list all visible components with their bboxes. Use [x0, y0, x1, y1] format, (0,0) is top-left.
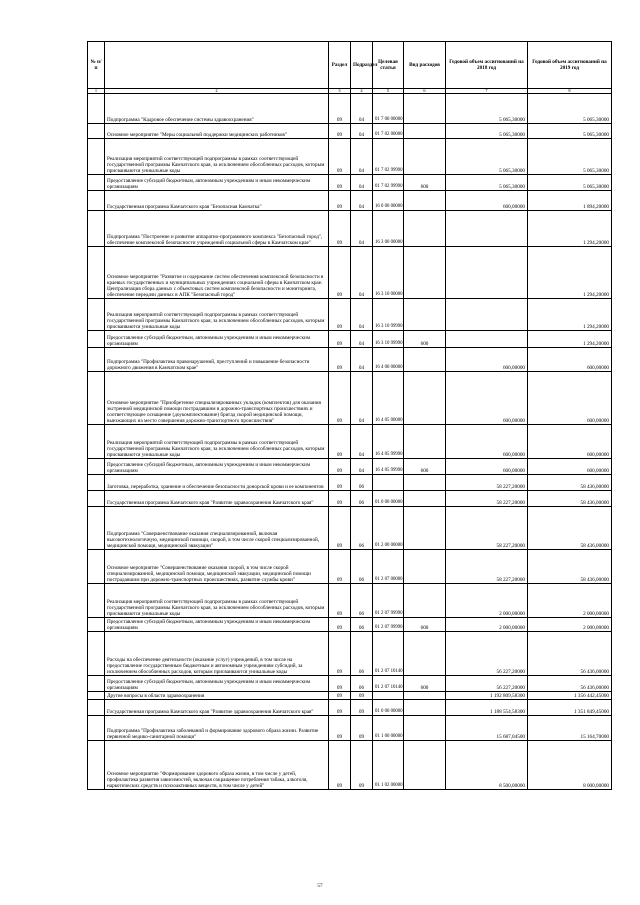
- row-podrazdel: 04: [351, 372, 373, 425]
- row-sum-2019: 600,00000: [528, 372, 612, 425]
- row-sum-2018: [446, 247, 528, 299]
- row-podrazdel: 04: [351, 299, 373, 331]
- row-num: [88, 459, 105, 475]
- table-row: [88, 618, 612, 632]
- row-podrazdel: 06: [351, 632, 373, 676]
- row-sum-2019: 600,00000: [528, 425, 612, 459]
- row-name: Основное мероприятие "Приобретение специализированных укладок (комплектов) для оказания экстренной медицинской помощи пострадавшим в дорожно-транспортных происшествиях и соответствующее оснащение (доукомплектование) бригад скорой медицинской помощи, выезжающих на место совершения дорожно-транспортного происшествия": [105, 372, 329, 425]
- header-podrazdel: Подраздел: [351, 42, 373, 89]
- row-name: Предоставление субсидий бюджетным, автономным учреждениям и иным некоммерческим организациям: [105, 331, 329, 348]
- row-podrazdel: 04: [351, 247, 373, 299]
- row-num: [88, 425, 105, 459]
- header-sum-2019: Годовой объем ассигнований на 2019 год: [528, 42, 612, 89]
- row-sum-2019: 600,00000: [528, 459, 612, 475]
- row-razdel: 09: [329, 507, 351, 550]
- row-target: [373, 692, 404, 700]
- budget-table-sheet: [87, 41, 611, 790]
- row-vid: [404, 191, 446, 211]
- row-sum-2018: [446, 211, 528, 247]
- row-podrazdel: 04: [351, 191, 373, 211]
- row-target: 01 7 02 00000: [373, 124, 404, 139]
- row-vid: 600: [404, 331, 446, 348]
- row-sum-2018: [446, 299, 528, 331]
- row-target: 01 2 07 10140: [373, 676, 404, 692]
- table-row: [88, 331, 612, 348]
- table-row: [88, 299, 612, 331]
- row-sum-2018: 58 227,20000: [446, 550, 528, 584]
- row-sum-2019: 5 065,30000: [528, 124, 612, 139]
- row-target: 01 1 02 00000: [373, 741, 404, 790]
- table-row: [88, 700, 612, 716]
- table-row: [88, 507, 612, 550]
- header-sum-2018: Годовой объем ассигнований на 2018 год: [446, 42, 528, 89]
- row-sum-2019: 56 436,00000: [528, 632, 612, 676]
- row-name: Подпрограмма "Профилактика правонарушений, преступлений и повышение безопасности дорожного движения в Камчатском крае": [105, 348, 329, 372]
- header-row: [88, 42, 612, 89]
- row-target: 01 2 07 99990: [373, 584, 404, 618]
- row-razdel: 09: [329, 741, 351, 790]
- row-target: 01 0 00 00000: [373, 700, 404, 716]
- row-num: [88, 211, 105, 247]
- row-podrazdel: 04: [351, 331, 373, 348]
- header-target: Целевая статья: [373, 42, 404, 89]
- row-num: [88, 124, 105, 139]
- row-num: [88, 716, 105, 741]
- row-name: Предоставление субсидий бюджетным, автономным учреждениям и иным некоммерческим организациям: [105, 676, 329, 692]
- row-target: 01 7 00 00000: [373, 94, 404, 124]
- table-row: [88, 716, 612, 741]
- table-row: [88, 372, 612, 425]
- row-target: 16 3 10 99990: [373, 299, 404, 331]
- row-sum-2019: 1 294,20000: [528, 331, 612, 348]
- row-sum-2018: 58 227,20000: [446, 491, 528, 507]
- row-sum-2018: 8 500,00000: [446, 741, 528, 790]
- row-name: Другие вопросы в области здравоохранения: [105, 692, 329, 700]
- row-target: 01 7 02 99990: [373, 175, 404, 191]
- row-podrazdel: 09: [351, 692, 373, 700]
- row-vid: 600: [404, 459, 446, 475]
- row-sum-2018: 5 065,30000: [446, 124, 528, 139]
- row-podrazdel: 06: [351, 550, 373, 584]
- row-target: 01 2 07 99990: [373, 618, 404, 632]
- table-row: [88, 584, 612, 618]
- row-num: [88, 741, 105, 790]
- table-body: [88, 94, 612, 790]
- row-podrazdel: 09: [351, 716, 373, 741]
- table-row: [88, 139, 612, 175]
- row-name: Реализация мероприятий соответствующей подпрограммы в рамках соответствующей государственной программы Камчатского края, за исключением обособленных расходов, которым присваиваются уникальные коды: [105, 139, 329, 175]
- row-num: [88, 191, 105, 211]
- row-target: 01 2 00 00000: [373, 507, 404, 550]
- row-name: Предоставление субсидий бюджетным, автономным учреждениям и иным некоммерческим организациям: [105, 618, 329, 632]
- table-row: [88, 676, 612, 692]
- row-num: [88, 584, 105, 618]
- row-name: Подпрограмма "Кадровое обеспечение системы здравоохранения": [105, 94, 329, 124]
- row-vid: 600: [404, 676, 446, 692]
- row-sum-2018: 58 227,20000: [446, 507, 528, 550]
- row-podrazdel: 06: [351, 584, 373, 618]
- row-razdel: 09: [329, 632, 351, 676]
- row-vid: [404, 491, 446, 507]
- table-row: [88, 348, 612, 372]
- row-num: [88, 507, 105, 550]
- row-target: 16 0 00 00000: [373, 191, 404, 211]
- row-razdel: 09: [329, 372, 351, 425]
- row-sum-2019: 5 065,30000: [528, 175, 612, 191]
- row-target: 16 4 05 00000: [373, 372, 404, 425]
- row-razdel: 09: [329, 459, 351, 475]
- row-razdel: 09: [329, 348, 351, 372]
- row-sum-2019: 2 000,00000: [528, 618, 612, 632]
- row-sum-2019: 5 065,30000: [528, 94, 612, 124]
- header-num: № п/п: [88, 42, 105, 89]
- row-sum-2019: 8 000,00000: [528, 741, 612, 790]
- header-razdel: Раздел: [329, 42, 351, 89]
- row-target: 01 1 00 00000: [373, 716, 404, 741]
- row-sum-2018: 5 065,30000: [446, 94, 528, 124]
- row-name: Основное мероприятие "Формирование здорового образа жизни, в том числе у детей, профилактика развития зависимостей, включая сокращение потребления табака, алкоголя, наркотических средств и психоактивных веществ, в том числе у детей": [105, 741, 329, 790]
- row-target: 16 4 00 00000: [373, 348, 404, 372]
- row-razdel: 09: [329, 491, 351, 507]
- row-podrazdel: 04: [351, 124, 373, 139]
- row-sum-2018: 1 192 809,58300: [446, 692, 528, 700]
- row-target: 16 3 10 99990: [373, 331, 404, 348]
- row-sum-2019: 56 436,00000: [528, 676, 612, 692]
- row-razdel: 09: [329, 211, 351, 247]
- table-row: [88, 425, 612, 459]
- row-razdel: 09: [329, 584, 351, 618]
- row-razdel: 09: [329, 124, 351, 139]
- row-podrazdel: 06: [351, 507, 373, 550]
- row-razdel: 09: [329, 139, 351, 175]
- row-vid: [404, 507, 446, 550]
- row-sum-2019: 58 436,00000: [528, 550, 612, 584]
- table-row: [88, 247, 612, 299]
- row-name: Подпрограмма "Построение и развитие аппаратно-программного комплекса "Безопасный город", обеспечение комплексной безопасности учреждений социальной сферы в Камчатском крае": [105, 211, 329, 247]
- row-vid: [404, 425, 446, 459]
- row-target: 01 7 02 99990: [373, 139, 404, 175]
- page-number: 57: [317, 883, 323, 889]
- row-sum-2018: 600,00000: [446, 372, 528, 425]
- row-target: 16 3 00 00000: [373, 211, 404, 247]
- row-num: [88, 94, 105, 124]
- row-sum-2018: 600,00000: [446, 348, 528, 372]
- row-target: [373, 475, 404, 491]
- row-podrazdel: 04: [351, 94, 373, 124]
- row-sum-2019: 58 436,00000: [528, 507, 612, 550]
- row-vid: [404, 700, 446, 716]
- row-sum-2018: [446, 331, 528, 348]
- row-sum-2018: 1 188 554,58300: [446, 700, 528, 716]
- row-num: [88, 491, 105, 507]
- row-num: [88, 331, 105, 348]
- row-num: [88, 475, 105, 491]
- row-num: [88, 692, 105, 700]
- row-sum-2018: 600,00000: [446, 459, 528, 475]
- row-name: Государственная программа Камчатского края "Безопасная Камчатка": [105, 191, 329, 211]
- row-vid: 600: [404, 175, 446, 191]
- row-podrazdel: 06: [351, 618, 373, 632]
- column-number: 4: [351, 89, 373, 94]
- row-sum-2018: 600,00000: [446, 425, 528, 459]
- row-sum-2018: 2 000,00000: [446, 584, 528, 618]
- row-name: Основное мероприятие "Меры социальной поддержки медицинских работников": [105, 124, 329, 139]
- row-vid: [404, 299, 446, 331]
- row-sum-2019: 58 436,00000: [528, 491, 612, 507]
- column-number: 1: [88, 89, 105, 94]
- table-row: [88, 124, 612, 139]
- table-row: [88, 459, 612, 475]
- row-name: Реализация мероприятий соответствующей подпрограммы в рамках соответствующей государственной программы Камчатского края, за исключением обособленных расходов, которым присваиваются уникальные коды: [105, 299, 329, 331]
- row-sum-2019: 15 164,70000: [528, 716, 612, 741]
- row-vid: [404, 348, 446, 372]
- row-target: 16 3 10 00000: [373, 247, 404, 299]
- row-podrazdel: 04: [351, 175, 373, 191]
- row-target: 01 0 00 00000: [373, 491, 404, 507]
- row-podrazdel: 04: [351, 211, 373, 247]
- row-target: 01 2 07 00000: [373, 550, 404, 584]
- row-target: 01 2 07 10140: [373, 632, 404, 676]
- row-vid: [404, 372, 446, 425]
- row-razdel: 09: [329, 700, 351, 716]
- column-number: 6: [404, 89, 446, 94]
- row-sum-2019: 1 351 849,45000: [528, 700, 612, 716]
- row-name: Основное мероприятие "Совершенствование оказания скорой, в том числе скорой специализированной, медицинской помощи, медицинской эвакуации, медицинской помощи пострадавшим при дорожно-транспортных происшествиях, развитие службы крови": [105, 550, 329, 584]
- row-sum-2018: 56 227,20000: [446, 632, 528, 676]
- column-number: 5: [373, 89, 404, 94]
- row-name: Реализация мероприятий соответствующей подпрограммы в рамках соответствующей государственной программы Камчатского края, за исключением обособленных расходов, которым присваиваются уникальные коды: [105, 425, 329, 459]
- row-sum-2019: 1 294,20000: [528, 247, 612, 299]
- row-podrazdel: 06: [351, 491, 373, 507]
- row-razdel: 09: [329, 550, 351, 584]
- row-podrazdel: 06: [351, 676, 373, 692]
- row-razdel: 09: [329, 475, 351, 491]
- row-name: Предоставление субсидий бюджетным, автономным учреждениям и иным некоммерческим организациям: [105, 175, 329, 191]
- row-num: [88, 247, 105, 299]
- row-podrazdel: 06: [351, 475, 373, 491]
- row-vid: [404, 550, 446, 584]
- row-num: [88, 632, 105, 676]
- row-num: [88, 139, 105, 175]
- row-podrazdel: 04: [351, 139, 373, 175]
- row-razdel: 09: [329, 425, 351, 459]
- row-num: [88, 348, 105, 372]
- table-row: [88, 741, 612, 790]
- row-vid: [404, 94, 446, 124]
- row-razdel: 09: [329, 692, 351, 700]
- table-row: [88, 550, 612, 584]
- row-vid: [404, 716, 446, 741]
- row-sum-2018: 56 227,20000: [446, 676, 528, 692]
- row-num: [88, 175, 105, 191]
- row-num: [88, 618, 105, 632]
- row-vid: [404, 584, 446, 618]
- row-razdel: 09: [329, 676, 351, 692]
- column-number: 7: [446, 89, 528, 94]
- row-name: Подпрограмма "Совершенствование оказания специализированной, включая высокотехнологичную, медицинской помощи, скорой, в том числе скорой специализированной, медицинской помощи, медицинской эвакуации": [105, 507, 329, 550]
- row-num: [88, 299, 105, 331]
- row-name: Государственная программа Камчатского края "Развитие здравоохранения Камчатского края": [105, 491, 329, 507]
- row-sum-2018: 5 065,30000: [446, 139, 528, 175]
- row-sum-2019: 1 356 442,45000: [528, 692, 612, 700]
- table-row: [88, 94, 612, 124]
- row-num: [88, 700, 105, 716]
- row-razdel: 09: [329, 247, 351, 299]
- row-sum-2019: 2 000,00000: [528, 584, 612, 618]
- table-row: [88, 211, 612, 247]
- row-vid: [404, 247, 446, 299]
- row-razdel: 09: [329, 191, 351, 211]
- row-target: 16 4 05 99990: [373, 459, 404, 475]
- row-podrazdel: 04: [351, 425, 373, 459]
- row-sum-2018: 5 065,30000: [446, 175, 528, 191]
- row-podrazdel: 04: [351, 348, 373, 372]
- row-num: [88, 550, 105, 584]
- row-sum-2019: 1 894,20000: [528, 191, 612, 211]
- row-name: Подпрограмма "Профилактика заболеваний и формирование здорового образа жизни. Развитие первичной медико-санитарной помощи": [105, 716, 329, 741]
- column-number: 8: [528, 89, 612, 94]
- row-vid: [404, 211, 446, 247]
- row-podrazdel: 04: [351, 459, 373, 475]
- row-sum-2019: 1 294,20000: [528, 211, 612, 247]
- row-razdel: 09: [329, 331, 351, 348]
- row-target: 16 4 05 99990: [373, 425, 404, 459]
- row-sum-2018: 2 000,00000: [446, 618, 528, 632]
- table-row: [88, 632, 612, 676]
- budget-table: [87, 41, 612, 790]
- table-row: [88, 191, 612, 211]
- row-sum-2018: 600,00000: [446, 191, 528, 211]
- table-row: [88, 692, 612, 700]
- row-name: Расходы на обеспечение деятельности (оказание услуг) учреждений, в том числе на предоставление государственным бюджетным и автономным учреждениям субсидий, за исключением обособленных расходов, которым присваиваются уникальные коды: [105, 632, 329, 676]
- row-vid: 600: [404, 618, 446, 632]
- table-row: [88, 175, 612, 191]
- row-vid: [404, 632, 446, 676]
- row-name: Государственная программа Камчатского края "Развитие здравоохранения Камчатского края": [105, 700, 329, 716]
- row-num: [88, 372, 105, 425]
- row-razdel: 09: [329, 299, 351, 331]
- row-vid: [404, 475, 446, 491]
- column-number: 2: [105, 89, 329, 94]
- row-sum-2019: 1 294,20000: [528, 299, 612, 331]
- header-vid: Вид расходов: [404, 42, 446, 89]
- row-vid: [404, 741, 446, 790]
- row-vid: [404, 692, 446, 700]
- table-row: [88, 475, 612, 491]
- row-podrazdel: 09: [351, 741, 373, 790]
- table-row: [88, 491, 612, 507]
- row-vid: [404, 139, 446, 175]
- row-razdel: 09: [329, 94, 351, 124]
- row-sum-2019: 58 436,00000: [528, 475, 612, 491]
- row-razdel: 09: [329, 175, 351, 191]
- row-sum-2018: 58 227,20000: [446, 475, 528, 491]
- row-name: Основное мероприятие "Развитие и содержание систем обеспечения комплексной безопасности в краевых государственных и муниципальных учреждениях социальной сферы в Камчатском крае. Централизация сбора данных с объектовых систем комплексной безопасности и мониторинга, обеспечение передачи данных в АПК "Безопасный город": [105, 247, 329, 299]
- row-sum-2019: 600,00000: [528, 348, 612, 372]
- column-number: 3: [329, 89, 351, 94]
- row-vid: [404, 124, 446, 139]
- row-podrazdel: 09: [351, 700, 373, 716]
- header-name: [105, 42, 329, 89]
- row-name: Реализация мероприятий соответствующей подпрограммы в рамках соответствующей государственной программы Камчатского края, за исключением обособленных расходов, которым присваиваются уникальные коды: [105, 584, 329, 618]
- row-name: Заготовка, переработка, хранение и обеспечение безопасности донорской крови и ее компонентов: [105, 475, 329, 491]
- row-razdel: 09: [329, 716, 351, 741]
- row-name: Предоставление субсидий бюджетным, автономным учреждениям и иным некоммерческим организациям: [105, 459, 329, 475]
- row-num: [88, 676, 105, 692]
- row-razdel: 09: [329, 618, 351, 632]
- row-sum-2018: 15 687,04500: [446, 716, 528, 741]
- row-sum-2019: 5 065,30000: [528, 139, 612, 175]
